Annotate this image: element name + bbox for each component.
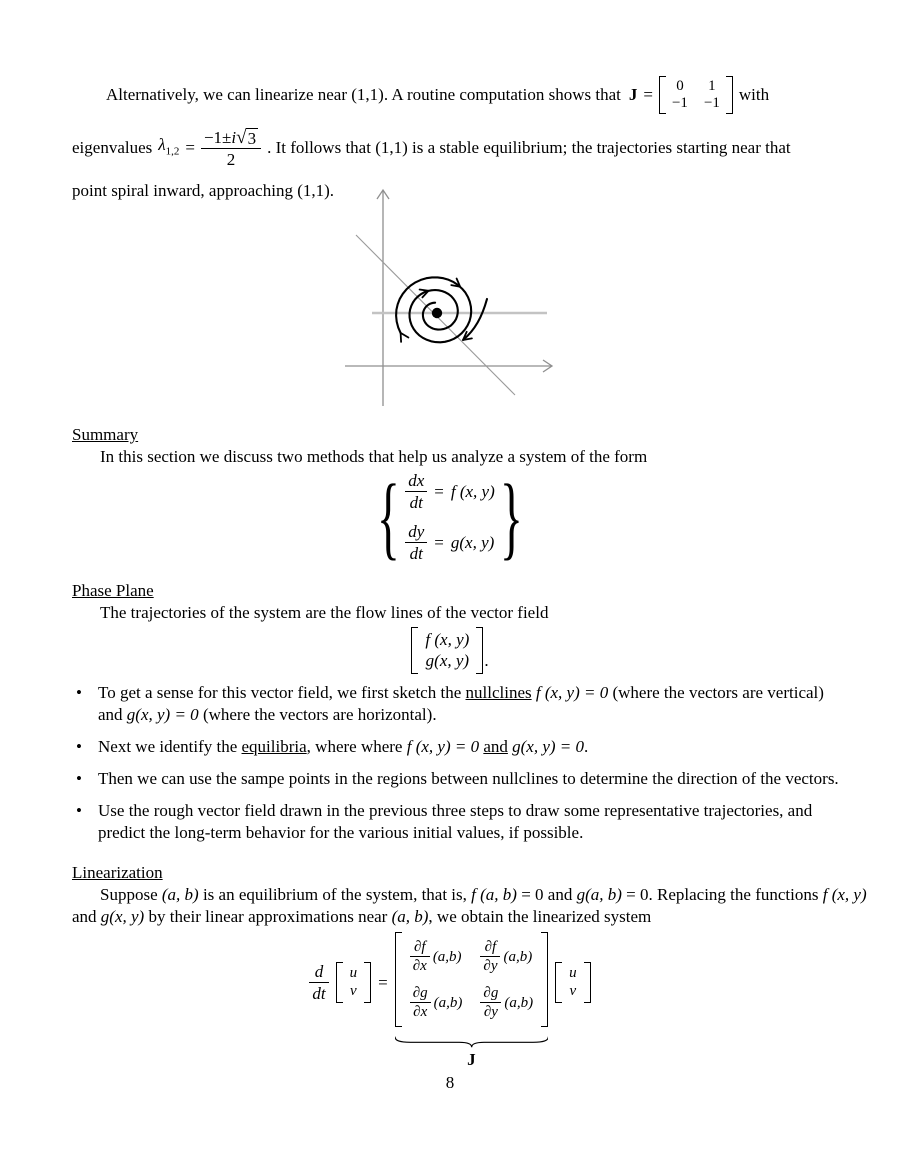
summary-section: [72, 424, 868, 468]
intro-line-3: point spiral inward, approaching (1,1).: [72, 181, 335, 200]
intro-line-1: [72, 70, 884, 120]
intro-text-2: with: [738, 85, 770, 104]
phase-plane-heading: Phase Plane: [72, 581, 154, 600]
bullet-sample-points: • Then we can use the sampe points in the regions between nullclines to determine the direction of the vectors.: [76, 769, 839, 788]
vector-component-g: g(x, y): [425, 651, 470, 670]
bullet-marker: •: [76, 801, 82, 820]
jacobian-with-underbrace: [395, 932, 548, 1069]
uv-vector: u v: [555, 962, 591, 1003]
eigenvalues-label: eigenvalues: [72, 138, 153, 157]
radical-sign: √: [236, 126, 247, 148]
equals-sign: =: [643, 85, 653, 104]
jacobian-cell: $\frac{\partial g}{\partial y}$ (a,b): [480, 984, 533, 1021]
period: .: [484, 651, 489, 670]
intro-text-1: Alternatively, we can linearize near (1,1). A routine computation shows that: [106, 85, 621, 104]
matrix-cell: −1: [671, 95, 688, 111]
phase-plane-body: The trajectories of the system are the flow lines of the vector field: [100, 603, 549, 622]
linearization-section: [72, 862, 868, 928]
linearized-system-equation: [0, 932, 900, 1069]
ode-system-equation: [0, 465, 900, 569]
ode-row-y: $\frac{dy}{dt}$ = g(x, y): [405, 521, 495, 564]
vector-field-equation: [0, 627, 900, 674]
summary-heading: Summary: [72, 425, 139, 444]
equals-sign: =: [185, 138, 195, 157]
equilibrium-point: [432, 308, 442, 318]
ddt-fraction: $\frac{d}{dt}$: [309, 961, 328, 1004]
jacobian-partials-matrix: [395, 932, 548, 1027]
equals-sign: =: [378, 972, 388, 992]
bullet-equilibria: • Next we identify the equilibria, where where f (x, y) = 0 and g(x, y) = 0.: [76, 737, 589, 756]
bullet-nullclines: • To get a sense for this vector field, we first sketch the nullclines f (x, y) = 0 (where the vectors are vertical) and g(x, y) = 0 (where the vectors are horizontal).: [76, 683, 824, 724]
matrix-cell: −1: [703, 95, 720, 111]
jacobian-cell: $\frac{\partial f}{\partial y}$ (a,b): [480, 938, 533, 975]
intro-line-2: [72, 120, 884, 176]
matrix-bracket-left: [659, 76, 666, 114]
phase-portrait-figure: [338, 182, 562, 412]
linearization-body: Suppose (a, b) is an equilibrium of the system, that is, f (a, b) = 0 and g(a, b) = 0. Replacing the functions f (x, y) and g(x, y) by their linear approximations near (a, b), we obtain the linearized system: [72, 885, 867, 926]
left-curly-brace: {: [377, 465, 401, 569]
intro-text-3: . It follows that (1,1) is a stable equilibrium; the trajectories starting near that: [267, 138, 791, 157]
jacobian-label: J: [467, 1050, 476, 1069]
matrix-bracket-left: [411, 627, 418, 674]
jacobian-matrix: [659, 76, 733, 114]
lambda-symbol: $\lambda_{1,2}$: [158, 134, 180, 158]
lambda-subscript: 1,2: [165, 145, 180, 158]
matrix-cell: 0: [676, 78, 684, 94]
jacobian-symbol: J: [628, 85, 638, 104]
ode-row-x: $\frac{dx}{dt}$ = f (x, y): [405, 470, 495, 513]
eigenvalue-fraction: −1±i √ 3 2: [201, 127, 261, 170]
underbrace: [395, 1035, 548, 1048]
matrix-bracket-right: [726, 76, 733, 114]
summary-body: In this section we discuss two methods that help us analyze a system of the form: [100, 447, 648, 466]
matrix-bracket-right: [476, 627, 483, 674]
jacobian-cell: $\frac{\partial f}{\partial x}$ (a,b): [410, 938, 463, 975]
jacobian-cell: $\frac{\partial g}{\partial x}$ (a,b): [410, 984, 463, 1021]
right-curly-brace: }: [499, 465, 523, 569]
bullet-marker: •: [76, 683, 82, 702]
matrix-cell: 1: [708, 78, 716, 94]
vector-field-matrix: [411, 627, 483, 674]
linearization-heading: Linearization: [72, 863, 163, 882]
bullet-marker: •: [76, 737, 82, 756]
bullet-list: [76, 682, 866, 854]
uv-vector: u v: [336, 962, 372, 1003]
bullet-marker: •: [76, 769, 82, 788]
page-number: 8: [445, 1073, 455, 1092]
vector-component-f: f (x, y): [425, 630, 470, 649]
bullet-trajectories: • Use the rough vector field drawn in the previous three steps to draw some representative trajectories, and predict the long-term behavior for the various initial values, if possible.: [76, 801, 813, 842]
phase-plane-section: [72, 580, 868, 624]
